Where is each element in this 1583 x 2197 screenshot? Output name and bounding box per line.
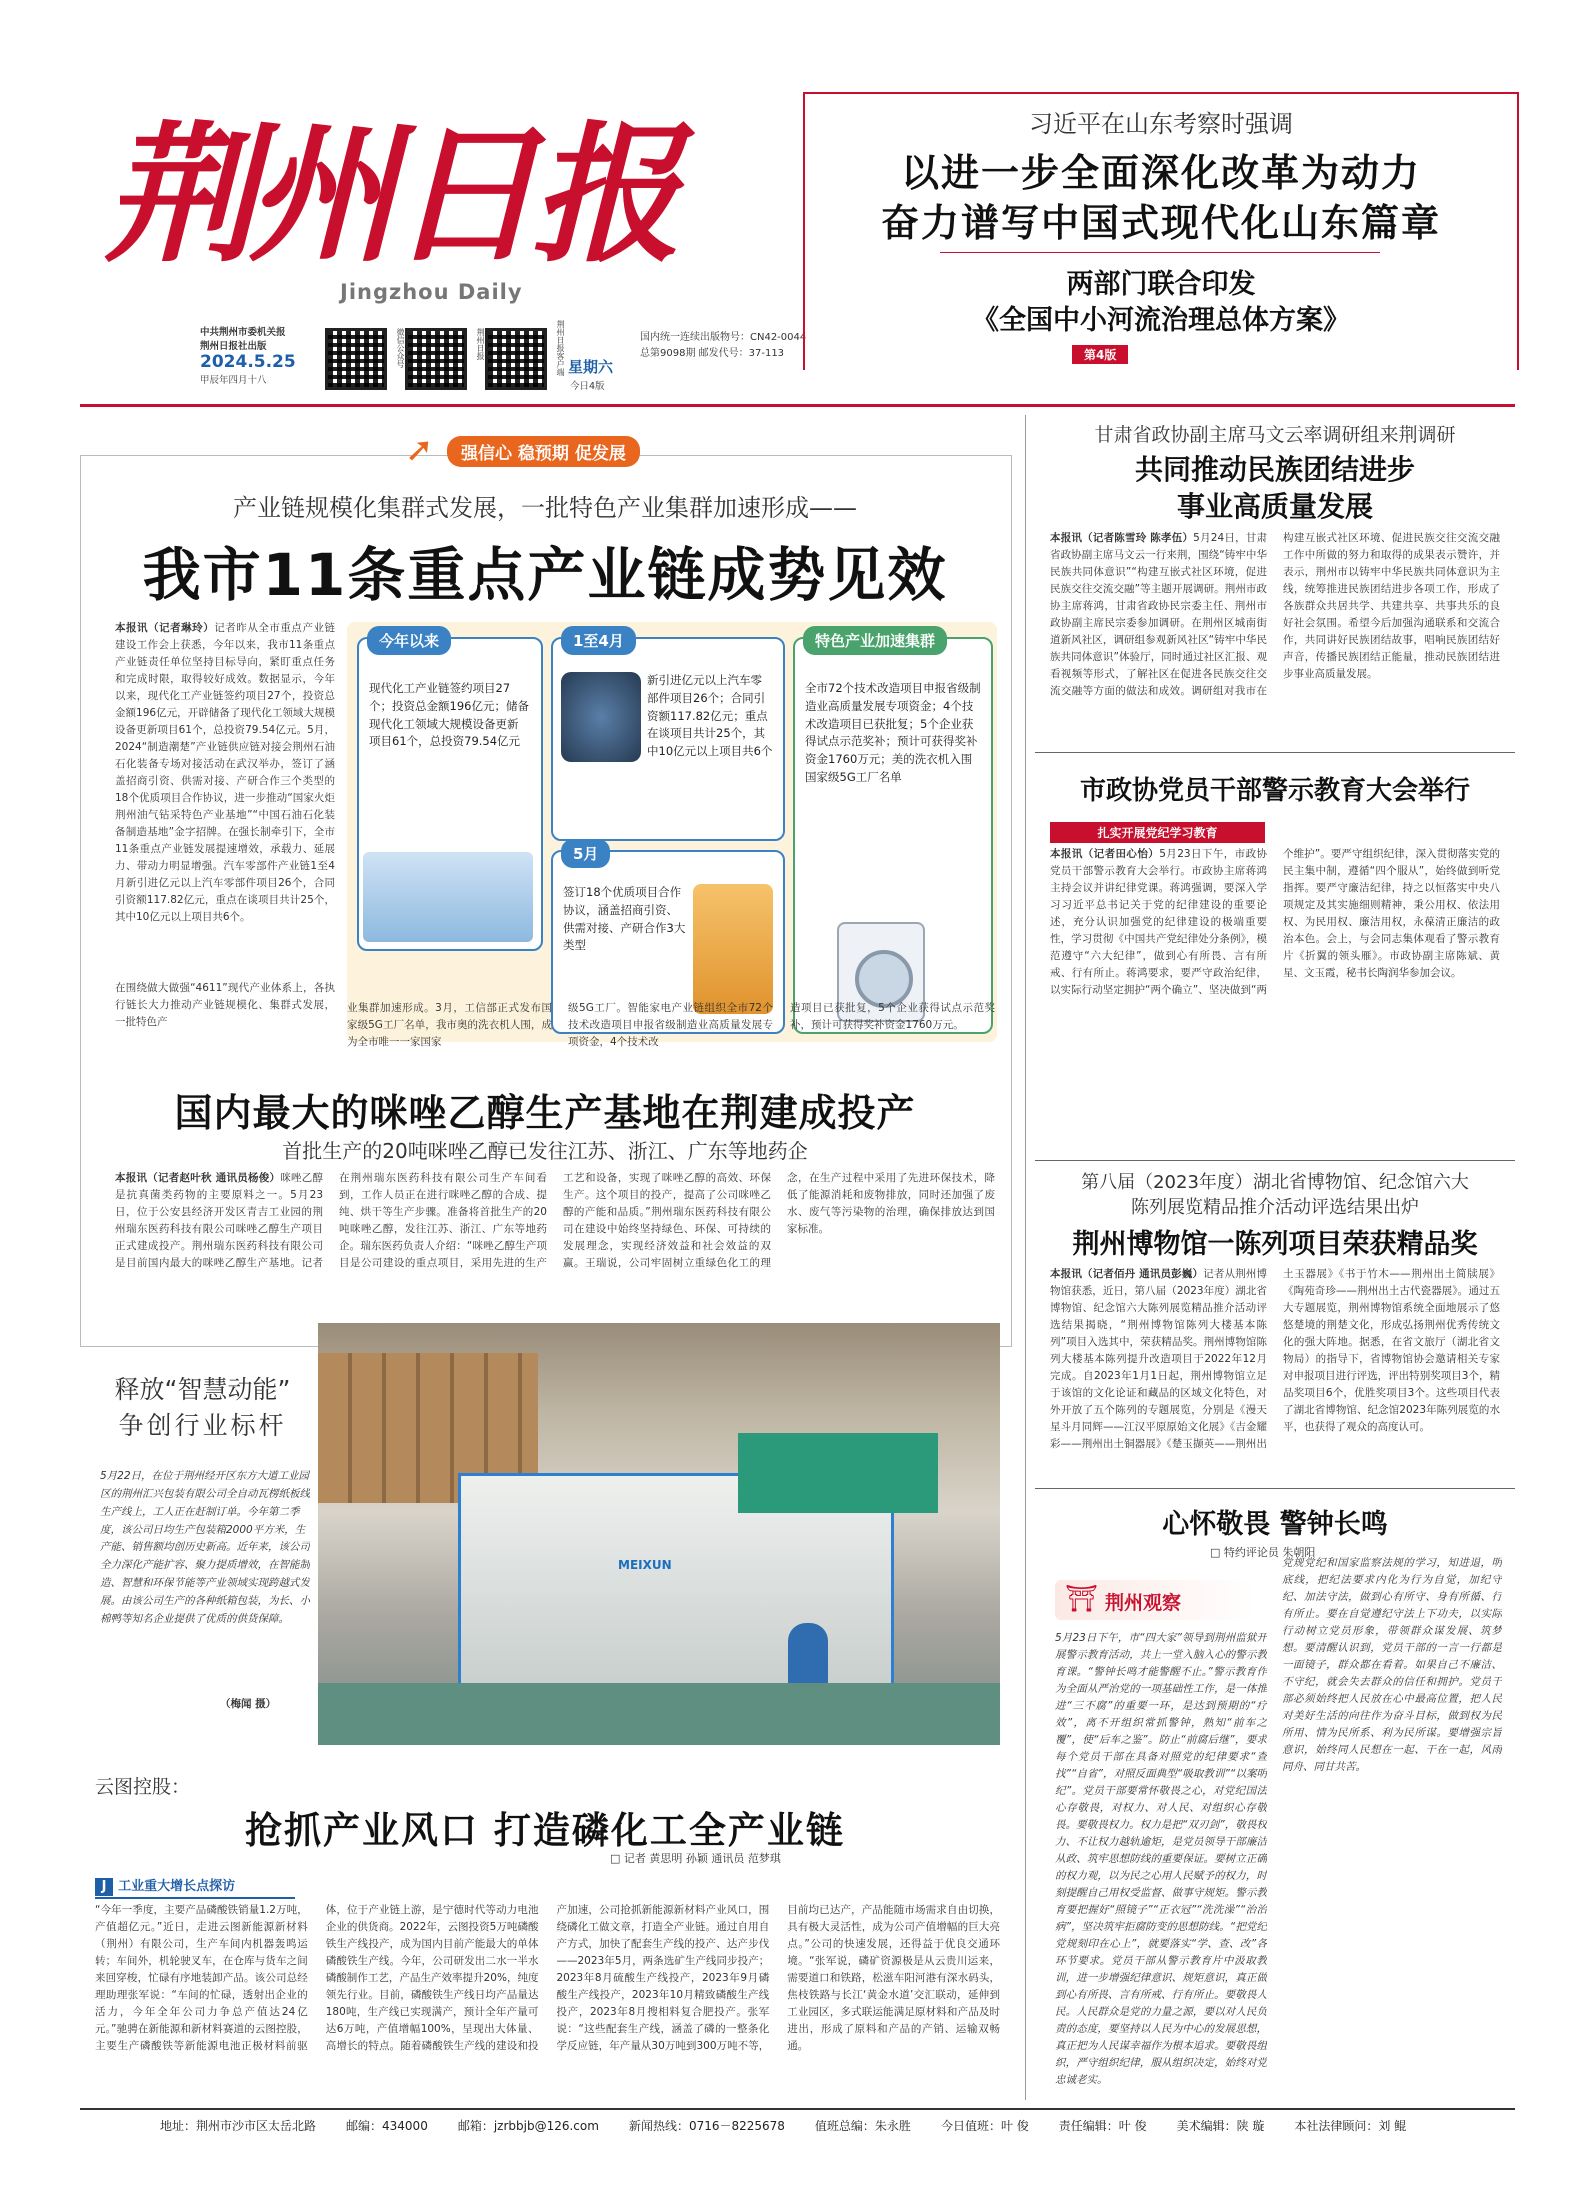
qr-label-1: 微信公众号 xyxy=(396,328,405,368)
byline-box-icon-2: □ xyxy=(1210,1546,1224,1559)
pages-today: 今日4版 xyxy=(570,381,605,392)
right-a1-text xyxy=(1050,530,1500,730)
right-a2-body: 5月23日下午，市政协党员干部警示教育大会举行。市政协主席蒋鸿主持会议并讲纪律党课。蒋鸿强调，要深入学习习近平总书记关于党的纪律建设的重要论述，充分认识加强党的纪律建设的极端重要性，学习贯彻《中国共产党纪律处分条例》，模范遵守“六大纪律”，做到心有所畏、言有所戒、行有所止。蒋鸿要求，要严守政治纪律，以实际行动坚定拥护“两个确立”、坚决做到“两个维护”。要严守组织纪律，深入贯彻落实党的民主集中制，遵循“四个服从”，始终做到听党指挥。要严守廉洁纪律，持之以恒落实中央八项规定及其实施细则精神，秉公用权、依法用权、为民用权、廉洁用权，永葆清正廉洁的政治本色。会上，与会同志集体观看了警示教育片《折翼的领头雁》。市政协副主席陈斌、黄星、文玉霞，秘书长陶润华参加会议。 xyxy=(1050,848,1500,996)
story3-column-tag xyxy=(95,1875,295,1899)
right-a4-byline-text: 特约评论员 朱朝阳 xyxy=(1223,1546,1316,1559)
story3-text: “今年一季度，主要产品磷酸铁销量1.2万吨，产值超亿元。”近日，走进云图新能源新材料（荆州）有限公司，生产车间内机器轰鸣运转；车间外，机轮驶叉车，在仓库与货车之间来回穿梭，忙碌有序地装卸产品。该公司总经理助理张军说：“车间的忙碌，透射出企业的活力，今年全年公司力争总产值达24亿元。”驰骋在新能源和新材料赛道的云图控股，主要生产磷酸铁等新能源电池正极材料前驱体，位于产业链上游，是宁德时代等动力电池企业的供货商。2022年，云图投资5万吨磷酸铁生产线投产，成为国内目前产能最大的单体磷酸铁生产线。今年，公司研发出二水一半水磷酸制作工艺，产品生产效率提升20%，纯度领先行业。目前，磷酸铁生产线日均产品量达180吨，生产线已实现满产，预计全年产量可达6万吨，产值增幅100%，呈现出大体量、高增长的特点。随着磷酸铁生产线的建设和投产加速，公司抢抓新能源新材料产业风口，围绕磷化工做文章，打造全产业链。通过自用自产方式，加快了配套生产线的投产、达产步伐——2023年5月，两条选矿生产线同步投产；2023年8月硫酸生产线投产，2023年9月磷酸生产线投产，2023年10月精致磷酸生产线投产，2023年8月搜相料复合肥投产。张军说：“这些配套生产线，涵盖了磷的一整条化学反应链，年产量从30万吨到300万吨不等，目前均已达产，产品能随市场需求自由切换，具有极大灵活性，成为公司产值增幅的巨大亮点。”公司的快速发展，还得益于优良交通环境。“张军说，磷矿资源极是从云贵川运来，需要道口和铁路，松滋车阳河港有深水码头，焦枝铁路与长江‘黄金水道’交汇联动，延伸到工业园区，多式联运能满足原材料和产品及时进出，形成了原料和产品的产销、运输双畅通。 xyxy=(95,1904,1000,2052)
infographic xyxy=(347,622,997,1042)
right-a3-kicker-2[interactable]: 陈列展览精品推介活动评选结果出炉 xyxy=(1131,1197,1419,1218)
right-a1-body: 5月24日，甘肃省政协副主席马文云一行来荆，围绕“铸牢中华民族共同体意识”“构建互嵌式社区环境，促进民族交往交流交融”等主题开展调研。荆州市政协主席蒋鸿，甘肃省政协民宗委主任、荆州市政协副主席民宗委参加调研。在荆州区城南街道新风社区，调研组参观新风社区“铸牢中华民族共同体意识”体验厅，同时通过社区汇报、观看视频等形式，了解社区在促进各民族交往交流交融等方面的做法和成效。调研组对我市在构建互嵌式社区环境、促进民族交往交流交融工作中所做的努力和取得的成果表示赞许，并表示，荆州市以铸牢中华民族共同体意识为主线，统筹推进民族团结进步各项工作，形成了各族群众共居共学、共建共享、共事共乐的良好社会氛围。希望今后加强沟通联系和交流合作，共同讲好民族团结故事，唱响民族团结好声音，传播民族团结正能量，推动民族团结进步事业高质量发展。 xyxy=(1050,532,1500,697)
story3-headline[interactable]: 抢抓产业风口 打造磷化工全产业链 xyxy=(245,1808,845,1852)
right-a4-column-text: 荆州观察 xyxy=(1105,1592,1182,1614)
factory-illustration xyxy=(363,852,533,942)
info-box-cluster-title: 特色产业加速集群 xyxy=(803,626,947,655)
footer-chief: 值班总编：朱永胜 xyxy=(814,2119,911,2133)
publication-numbers xyxy=(640,330,806,362)
qr-code-1[interactable] xyxy=(325,328,387,390)
right-a4-text-right: 党规党纪和国家监察法规的学习，知进退，明底线，把纪法要求内化为行为自觉，加纪守纪、加法守法，做到心有所守、身有所循、行有所止。要在自觉遵纪守法上下功夫，以实际行动树立党员形象，带领群众谋发展、筑梦想。要清醒认识到，党员干部的一言一行都是一面镜子，群众都在看着。如果自己不廉洁、不守纪，就会失去群众的信任和拥护。党员干部必须始终把人民放在心中最高位置，把人民对美好生活的向往作为奋斗目标，做到权为民所用、情为民所系、利为民所谋。要增强宗旨意识，始终同人民想在一起、干在一起，风雨同舟、同甘共苦。 xyxy=(1282,1557,1502,1773)
second-news-head-2[interactable]: 《全国中小河流治理总体方案》 xyxy=(972,305,1350,336)
factory-photo[interactable] xyxy=(318,1323,1000,1745)
cn-number: 国内统一连续出版物号：CN42-0044 xyxy=(640,332,807,343)
masthead-logo: 荆州日报 xyxy=(105,107,674,283)
right-a2-tag: 扎实开展党纪学习教育 xyxy=(1050,822,1265,843)
info-box-this-year-text: 现代化工产业链签约项目27个；投资总金额196亿元；储备现代化工领域大规模设备更新项目61个，总投资79.54亿元 xyxy=(369,681,529,749)
right-a3-body: 记者从荆州博物馆获悉，近日，第八届（2023年度）湖北省博物馆、纪念馆六大陈列展览精品推介活动评选结果揭晓，“荆州博物馆陈列大楼基本陈列”项目入选其中，荣获精品奖。荆州博物馆陈列大楼基本陈列提升改造项目于2022年12月完成。自2023年1月1日起，荆州博物馆立足于该馆的文化论证和藏品的区域文化特色，对外开放了五个陈列的专题展览，分别是《漫天星斗月同辉——江汉平原原始文化展》《吉金耀彩——荆州出土铜器展》《楚玉撷英——荆州出土玉器展》《书于竹木——荆州出土简牍展》《陶苑奇珍——荆州出土古代瓷器展》。通过五大专题展览，荆州博物馆系统全面地展示了悠悠楚境的荆楚文化，形成弘扬荆州优秀传统文化的强大阵地。据悉，在省文旅厅（湖北省文物局）的指导下，省博物馆协会邀请相关专家对申报项目进行评选，评出特别奖项目3个，精品奖项目6个，优胜奖项目3个。这些项目代表了湖北省博物馆、纪念馆2023年陈列展览的水平，也获得了观众的高度认可。 xyxy=(1050,1268,1500,1450)
top-news-kicker[interactable]: 习近平在山东考察时强调 xyxy=(1029,110,1293,138)
right-a3-text xyxy=(1050,1266,1500,1478)
footer-hotline: 新闻热线：0716－8225678 xyxy=(628,2119,785,2133)
photo-brand: MEIXUN xyxy=(618,1558,672,1572)
qr-code-2[interactable] xyxy=(405,328,467,390)
footer-address: 地址：荆州市沙市区太岳北路 xyxy=(160,2119,317,2133)
right-a2-text xyxy=(1050,846,1500,1164)
column-j-icon: J xyxy=(95,1878,113,1896)
top-news-headline-1[interactable]: 以进一步全面深化改革为动力 xyxy=(900,150,1421,195)
story2-text xyxy=(115,1170,995,1280)
footer-law: 本社法律顾问：刘 鲲 xyxy=(1294,2119,1407,2133)
story3-byline-text: 记者 黄思明 孙颖 通讯员 范梦琪 xyxy=(623,1852,781,1865)
pavilion-icon: ⛩ xyxy=(1065,1584,1099,1614)
footer-email[interactable]: 邮箱：jzrbbjb@126.com xyxy=(457,2119,599,2133)
issue-date: 2024.5.25 xyxy=(200,352,296,372)
lead-headline[interactable]: 我市11条重点产业链成势见效 xyxy=(142,541,948,609)
footer-rule xyxy=(80,2108,1515,2110)
right-a2-headline[interactable]: 市政协党员干部警示教育大会举行 xyxy=(1079,776,1470,806)
right-a1-byline: 本报讯（记者陈雪玲 陈孝伍） xyxy=(1050,532,1194,544)
date-block xyxy=(200,324,320,386)
workers-illustration xyxy=(693,884,773,1014)
right-a4-column-badge xyxy=(1055,1580,1255,1620)
photo-machine-panel xyxy=(738,1433,938,1513)
byline-box-icon: □ xyxy=(610,1852,624,1865)
sponsor-line1: 中共荆州市委机关报 xyxy=(200,327,286,338)
photo-side-title-2[interactable]: 争创行业标杆 xyxy=(118,1411,287,1440)
photo-side-title-1[interactable]: 释放“智慧动能” xyxy=(114,1375,291,1404)
story2-subhead[interactable]: 首批生产的20吨咪唑乙醇已发往江苏、浙江、广东等地药企 xyxy=(282,1139,808,1163)
right-a3-kicker-1[interactable]: 第八届（2023年度）湖北省博物馆、纪念馆六大 xyxy=(1081,1172,1469,1193)
right-divider-3 xyxy=(1035,1488,1515,1489)
lead-text-left xyxy=(115,620,335,968)
right-divider-1 xyxy=(1035,752,1515,753)
right-a4-text-left: 5月23日下午，市“四大家”领导到荆州监狱开展警示教育活动，共上一堂入脑入心的警示教育课。“警钟长鸣才能警醒不止。”警示教育作为全面从严治党的一项基础性工作，是一体推进“三不腐”的重要一环，是达到预期的“疗效”，离不开组织常抓警钟，熟知“前车之覆”，使“后车之鉴”。防止“前腐后继”，要求每个党员干部在具备对照党的纪律要求“查找”“自省”，对照反面典型“吸取教训”“以案明纪”。党员干部要常怀敬畏之心，对党纪国法心存敬畏，对权力、对人民、对组织心存敬畏。要敬畏权力。权力是把“双刃剑”，敬畏权力、不让权力越轨逾矩，是党员领导干部廉洁从政、筑牢思想防线的重要保证。要树立正确的权力观，以为民之心用人民赋予的权力，时刻提醒自己用权受监督、做事守规矩。警示教育要把握好“照镜子”“正衣冠”“洗洗澡”“治治病”，坚决筑牢拒腐防变的思想防线。“把党纪党规刻印在心上”，就要落实“学、查、改”各环节要求。党员干部从警示教育片中汲取教训，进一步增强纪律意识、规矩意识，真正做到心有所畏、言有所戒、行有所止。要敬畏人民。人民群众是党的力量之源，要以对人民负责的态度，要坚持以人民为中心的发展思想，真正把为人民谋幸福作为根本追求。要敬畏组织，严守组织纪律，服从组织决定，始终对党忠诚老实。 xyxy=(1055,1632,1267,2086)
lead-byline: 本报讯（记者琳玲） xyxy=(115,622,215,634)
right-a2-byline: 本报讯（记者田心怡） xyxy=(1050,848,1160,860)
qr-code-3[interactable] xyxy=(485,328,547,390)
top-news-headline-2[interactable]: 奋力谱写中国式现代化山东篇章 xyxy=(880,200,1441,245)
lead-body: 记者昨从全市重点产业链建设工作会上获悉，今年以来，我市11条重点产业链责任单位坚持目标导向，紧盯重点任务和完成时限，取得较好成效。数据显示，今年以来，现代化工产业链签约项目27个，投资总金额196亿元，开辟储备了现代化工领域大规模设备更新项目61个，总投资79.54亿元。5月，2024“制造潮楚”产业链供应链对接会荆州石油石化装备专场对接活动在武汉举办，签订了涵盖招商引资、供需对接、产研合作三个类型的18个优质项目合作协议，进一步推动“国家火炬荆州油气钻采特色产业基地”“中国石油石化装备制造基地”金字招牌。在强长制牵引下，全市11条重点产业链发展提速增效，承载力、延展力、带动力明显增强。汽车零部件产业链1至4月新引进亿元以上汽车零部件项目26个，合同引资额117.82亿元，重点在谈项目共计25个，其中10亿元以上项目共6个。 xyxy=(115,622,335,923)
info-box-jan-apr-title: 1至4月 xyxy=(561,626,636,655)
masthead-subtitle: Jingzhou Daily xyxy=(340,280,523,304)
masthead-rule xyxy=(80,404,1515,407)
lead-text-bottom-1: 业集群加速形成。3月，工信部正式发布国家级5G工厂名单，我市奥的洗衣机人围，成为全市唯一一家国家 xyxy=(347,1002,552,1048)
right-a4-headline[interactable]: 心怀敬畏 警钟长鸣 xyxy=(1162,1509,1388,1540)
footer-duty: 今日值班：叶 俊 xyxy=(940,2119,1029,2133)
lead-text-bottom-3: 造项目已获批复，5个企业获得试点示范奖补，预计可获得奖补资金1760万元。 xyxy=(790,1002,995,1031)
info-box-may-text: 签订18个优质项目合作协议，涵盖招商引资、供需对接、产研合作3大类型 xyxy=(563,885,686,953)
lead-banner[interactable] xyxy=(405,430,705,470)
info-box-may-title: 5月 xyxy=(561,839,610,868)
banner-text: 强信心 稳预期 促发展 xyxy=(447,436,640,467)
lead-kicker[interactable]: 产业链规模化集群式发展，一批特色产业集群加速形成—— xyxy=(233,494,857,522)
story3-kicker[interactable]: 云图控股： xyxy=(95,1776,191,1798)
right-a3-byline: 本报讯（记者佰丹 通讯员彭巍） xyxy=(1050,1268,1204,1280)
footer-editor: 责任编辑：叶 俊 xyxy=(1058,2119,1147,2133)
info-box-jan-apr-text: 新引进亿元以上汽车零部件项目26个；合同引资额117.82亿元；重点在谈项目共计25个，其中10亿元以上项目共6个 xyxy=(647,673,773,759)
story3-byline xyxy=(610,1850,781,1866)
right-a3-headline[interactable]: 荆州博物馆一陈列项目荣获精品奖 xyxy=(1072,1229,1478,1260)
info-box-this-year-title: 今年以来 xyxy=(367,626,451,655)
footer-post: 邮编：434000 xyxy=(346,2119,428,2133)
qr-label-3: 荆州日报客户端 xyxy=(556,320,565,376)
qr-label-2: 荆州日报 xyxy=(476,328,485,360)
info-box-cluster-text: 全市72个技术改造项目申报省级制造业高质量发展专项资金；4个技术改造项目已获批复；5个企业获得试点示范奖补；预计可获得奖补资金1760万元；美的洗衣机入围国家级5G工厂名单 xyxy=(805,681,981,785)
engine-illustration xyxy=(561,672,641,762)
right-divider-2 xyxy=(1035,1160,1515,1161)
page-ref-badge[interactable]: 第4版 xyxy=(1072,345,1128,364)
lead-text-bottom-2: 级5G工厂。智能家电产业链组织全市72个技术改造项目申报省级制造业高质量发展专项资金，4个技术改 xyxy=(568,1002,773,1048)
issue-number: 总第9098期 邮发代号：37-113 xyxy=(640,348,785,359)
rising-arrow-icon: ➚ xyxy=(405,430,434,470)
photo-floor xyxy=(318,1683,1000,1745)
weekday: 星期六 xyxy=(568,358,614,376)
photo-caption: 5月22日，在位于荆州经开区东方大道工业园区的荆州汇兴包装有限公司全自动瓦楞纸板线生产线上，工人正在赶制订单。今年第二季度，该公司日均生产包装箱2000平方米，生产能、销售额均创历史新高。近年来，该公司全力深化产能扩容、聚力提质增效，在智能制造、智慧和环保节能等产业领域实现跨越式发展。由该公司生产的各种纸箱包装，为长、小棉鸭等知名企业提供了优质的供货保障。 xyxy=(100,1470,310,1625)
right-a1-headline-1[interactable]: 共同推动民族团结进步 xyxy=(1134,453,1415,486)
lead-text-left-2: 在围绕做大做强“4611”现代产业体系上，各执行链长大力推动产业链规模化、集群式发展，一批特色产 xyxy=(115,982,335,1028)
top-news-divider xyxy=(940,252,1380,253)
story2-body: 咪唑乙醇是抗真菌类药物的主要原料之一。5月23日，位于公安县经济开发区青吉工业园的荆州瑞东医药科技有限公司咪唑乙醇生产项目正式建成投产。荆州瑞东医药科技有限公司是目前国内最大的咪唑乙醇生产基地。记者在荆州瑞东医药科技有限公司生产车间看到，工作人员正在进行咪唑乙醇的合成、提纯、烘干等生产步骤。准备将首批生产的20吨咪唑乙醇，发往江苏、浙江、广东等地药企。瑞东医药负责人介绍：“咪唑乙醇生产项目是公司建设的重点项目，采用先进的生产工艺和设备，实现了咪唑乙醇的高效、环保生产。这个项目的投产，提高了公司咪唑乙醇的产能和品质。”荆州瑞东医药科技有限公司在建设中始终坚持绿色、环保、可持续的发展理念，实现经济效益和社会效益的双赢。王瑞说，公司牢固树立重绿色化工的理念，在生产过程中采用了先进环保技术，降低了能源消耗和废物排放，同时还加强了废水、废气等污染物的治理，确保排放达到国家标准。 xyxy=(115,1172,995,1269)
right-a1-headline-2[interactable]: 事业高质量发展 xyxy=(1176,490,1373,523)
story3-column-tag-text: 工业重大增长点探访 xyxy=(118,1879,236,1894)
photo-credit: （梅闻 摄） xyxy=(220,1698,277,1710)
footer-art: 美术编辑：陕 璇 xyxy=(1176,2119,1265,2133)
story2-byline: 本报讯（记者赵叶秋 通讯员杨俊） xyxy=(115,1172,281,1184)
column-divider xyxy=(1025,415,1026,2100)
second-news-head-1[interactable]: 两部门联合印发 xyxy=(1066,269,1256,300)
lunar-date: 甲辰年四月十八 xyxy=(200,375,267,386)
story2-headline[interactable]: 国内最大的咪唑乙醇生产基地在荆建成投产 xyxy=(174,1091,916,1135)
right-a1-kicker[interactable]: 甘肃省政协副主席马文云率调研组来荆调研 xyxy=(1094,424,1456,446)
footer-bar xyxy=(160,2117,1515,2134)
sponsor-line2: 荆州日报社出版 xyxy=(200,341,267,352)
